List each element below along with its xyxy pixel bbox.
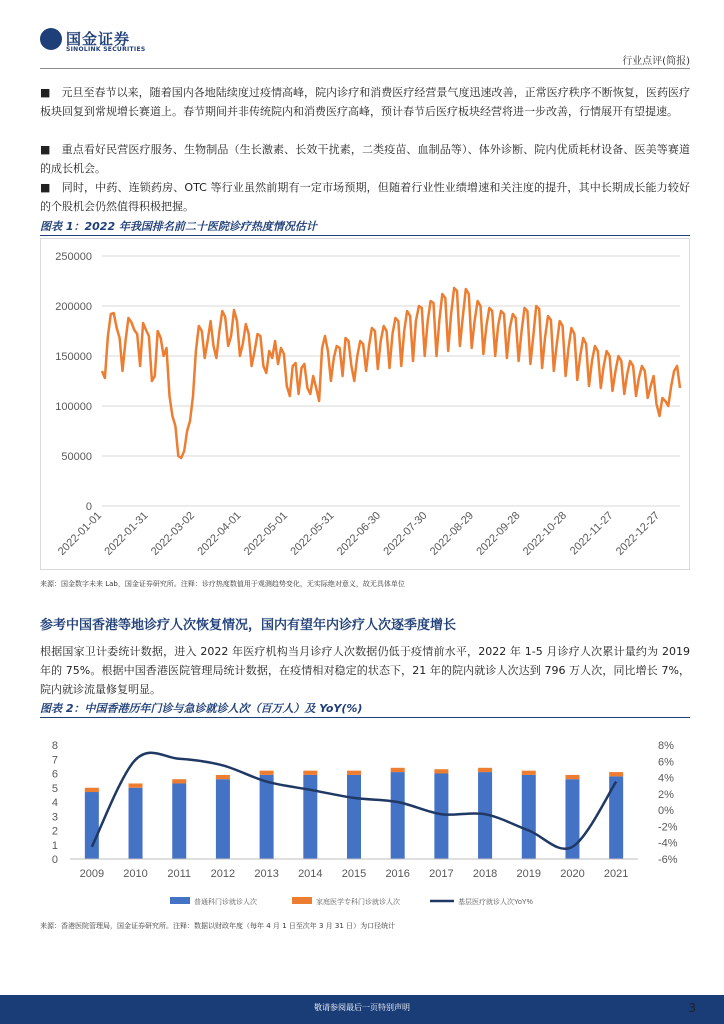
figure2-ytick-label: 3 [51,811,58,824]
figure2-y2tick-label: 8% [658,740,674,752]
figure2-ytick-label: 2 [51,825,58,838]
figure2-bar-general-outpatient [303,775,317,859]
figure2-bar-general-outpatient [260,775,274,859]
figure2-xtick-label: 2011 [167,868,192,880]
figure1-ytick-label: 100000 [55,401,92,413]
figure2-ytick-label: 0 [51,854,58,866]
figure1-xtick-label: 2022-10-28 [520,509,570,558]
figure2-bar-general-outpatient [172,783,186,859]
figure2-title: 图表 2：中国香港历年门诊与急诊就诊人次（百万人）及 YoY(%) [40,702,363,715]
figure2-legend-label: 家庭医学专科门诊就诊人次 [316,899,400,906]
figure2-legend-label: 普通科门诊就诊人次 [194,899,257,906]
figure2-chart [40,727,690,917]
figure1-xtick-label: 2022-06-30 [334,509,384,558]
figure2-ytick-label: 5 [51,782,58,795]
bullet-paragraph-2: ■ 重点看好民营医疗服务、生物制品（生长激素、长效干扰素，二类疫苗、血制品等）、体外诊断、院内优质耗材设备、医美等赛道的成长机会。 [40,143,690,175]
figure2-xtick-label: 2016 [385,868,410,880]
brand-name-en: SINOLINK SECURITIES [66,46,146,53]
brand-logo-icon [40,28,62,50]
figure2-xtick-label: 2020 [560,868,585,880]
figure1-xtick-label: 2022-03-02 [148,509,198,558]
figure2-bar-family-medicine [347,771,361,775]
figure1-xtick-label: 2022-12-27 [613,509,663,558]
figure2-y2tick-label: 6% [658,756,674,769]
header-divider [40,68,690,69]
bullet-paragraph-3: ■ 同时，中药、连锁药房、OTC 等行业虽然前期有一定市场预期，但随着行业性业绩增速和关注度的提升，其中长期成长能力较好的个股机会仍然值得积极把握。 [40,181,690,213]
figure2-bar-family-medicine [85,788,99,792]
figure1-rule [40,235,690,236]
figure2-bar-family-medicine [391,768,405,772]
figure2-bar-general-outpatient [347,775,361,859]
figure2-bar-general-outpatient [391,772,405,859]
figure2-xtick-label: 2015 [341,868,367,880]
figure1-xtick-label: 2022-09-28 [474,509,523,558]
figure2-rule [40,717,690,718]
figure2-ytick-label: 4 [51,797,58,809]
figure2-xtick-label: 2017 [429,868,454,880]
brand-name-cn: 国金证券 [66,30,131,48]
figure2-xtick-label: 2014 [298,868,323,880]
figure2-y2tick-label: 0% [658,805,674,818]
figure2-source: 来源：香港医院管理局，国金证券研究所。注释：数据以财政年度（每年 4 月 1 日至次年 3 月 31 日）为口径统计 [40,922,396,930]
figure1-ytick-label: 0 [85,501,92,513]
section-title: 参考中国香港等地诊疗人次恢复情况，国内有望年内诊疗人次逐季度增长 [40,618,457,633]
figure2-xtick-label: 2018 [472,868,498,880]
figure2-xtick-label: 2010 [123,868,148,880]
figure2-bar-general-outpatient [522,775,536,859]
figure2-bar-family-medicine [522,771,536,775]
figure2-bar-general-outpatient [216,779,230,859]
figure2-ytick-label: 1 [51,839,58,852]
figure2-bar-family-medicine [172,779,186,783]
figure1-source: 来源：国金数字未来 Lab，国金证券研究所。注释：诊疗热度数值用于观测趋势变化，无实际绝对意义，故无具体单位 [40,580,405,588]
figure2-ytick-label: 7 [51,754,58,767]
figure1-xtick-label: 2022-07-30 [381,509,430,558]
body-text: 根据国家卫计委统计数据，进入 2022 年医疗机构当月诊疗人次数据仍低于疫情前水平，2022 年 1-5 月诊疗人次累计量约为 2019 年的 75%。根据中国香港医院管理局统计数据，在疫情相对稳定的状态下，21 年的院内就诊人次达到 796 万人次，同比增长 7%，院内就诊流量修复明显。 [40,645,690,696]
figure1-xtick-label: 2022-04-01 [195,509,244,558]
figure2-bar-family-medicine [129,783,143,787]
figure1-xtick-label: 2022-01-01 [55,509,105,558]
figure2-xtick-label: 2019 [516,868,542,880]
figure2-bar-family-medicine [260,771,274,775]
figure2-bar-general-outpatient [129,788,143,859]
figure2-legend-swatch [170,897,190,904]
figure1-xtick-label: 2022-01-31 [102,509,151,558]
figure2-y2tick-label: -6% [658,854,678,866]
figure1-chart [40,238,690,570]
figure2-y2tick-label: 4% [658,772,674,785]
figure1-ytick-label: 200000 [55,301,92,313]
report-type: 行业点评(简报) [622,56,690,67]
figure2-ytick-label: 6 [51,768,58,781]
figure2-y2tick-label: -4% [658,837,678,850]
figure2-bar-general-outpatient [434,774,448,860]
bullet-paragraph-1: ■ 元旦至春节以来，随着国内各地陆续度过疫情高峰，院内诊疗和消费医疗经营景气度迅速改善，正常医疗秩序不断恢复，医药医疗板块回复到常规增长赛道上。春节期间并非传统院内和消费医疗高峰，预计春节后医疗板块经营将进一步改善，行情展开有望提速。 [40,86,690,118]
figure1-xtick-label: 2022-08-29 [427,509,477,558]
figure2-legend-swatch [292,897,312,904]
figure1-ytick-label: 250000 [55,251,92,263]
figure2-y2tick-label: 2% [658,788,674,801]
figure2-bar-family-medicine [609,772,623,776]
figure2-bar-family-medicine [565,775,579,779]
figure2-ytick-label: 8 [51,740,58,752]
figure2-bar-family-medicine [434,769,448,773]
figure2-xtick-label: 2013 [254,868,279,880]
footer-disclaimer: 敬请参阅最后一页特别声明 [314,1003,410,1012]
figure2-bar-family-medicine [216,775,230,779]
figure2-xtick-label: 2021 [603,868,629,880]
figure2-legend-label: 基层医疗就诊人次YoY% [458,899,533,906]
figure2-bar-family-medicine [478,768,492,772]
figure1-ytick-label: 150000 [55,351,92,363]
figure2-bar-general-outpatient [85,792,99,859]
figure1-ytick-label: 50000 [61,451,92,463]
page-number: 3 [688,1001,696,1015]
figure1-title: 图表 1：2022 年我国排名前二十医院诊疗热度情况估计 [40,220,317,233]
figure2-bar-family-medicine [303,771,317,775]
figure1-xtick-label: 2022-11-27 [567,509,616,558]
figure1-xtick-label: 2022-05-01 [241,509,291,558]
figure2-xtick-label: 2009 [79,868,105,880]
figure2-xtick-label: 2012 [210,868,236,880]
figure2-y2tick-label: -2% [658,821,678,834]
figure1-xtick-label: 2022-05-31 [288,509,337,558]
